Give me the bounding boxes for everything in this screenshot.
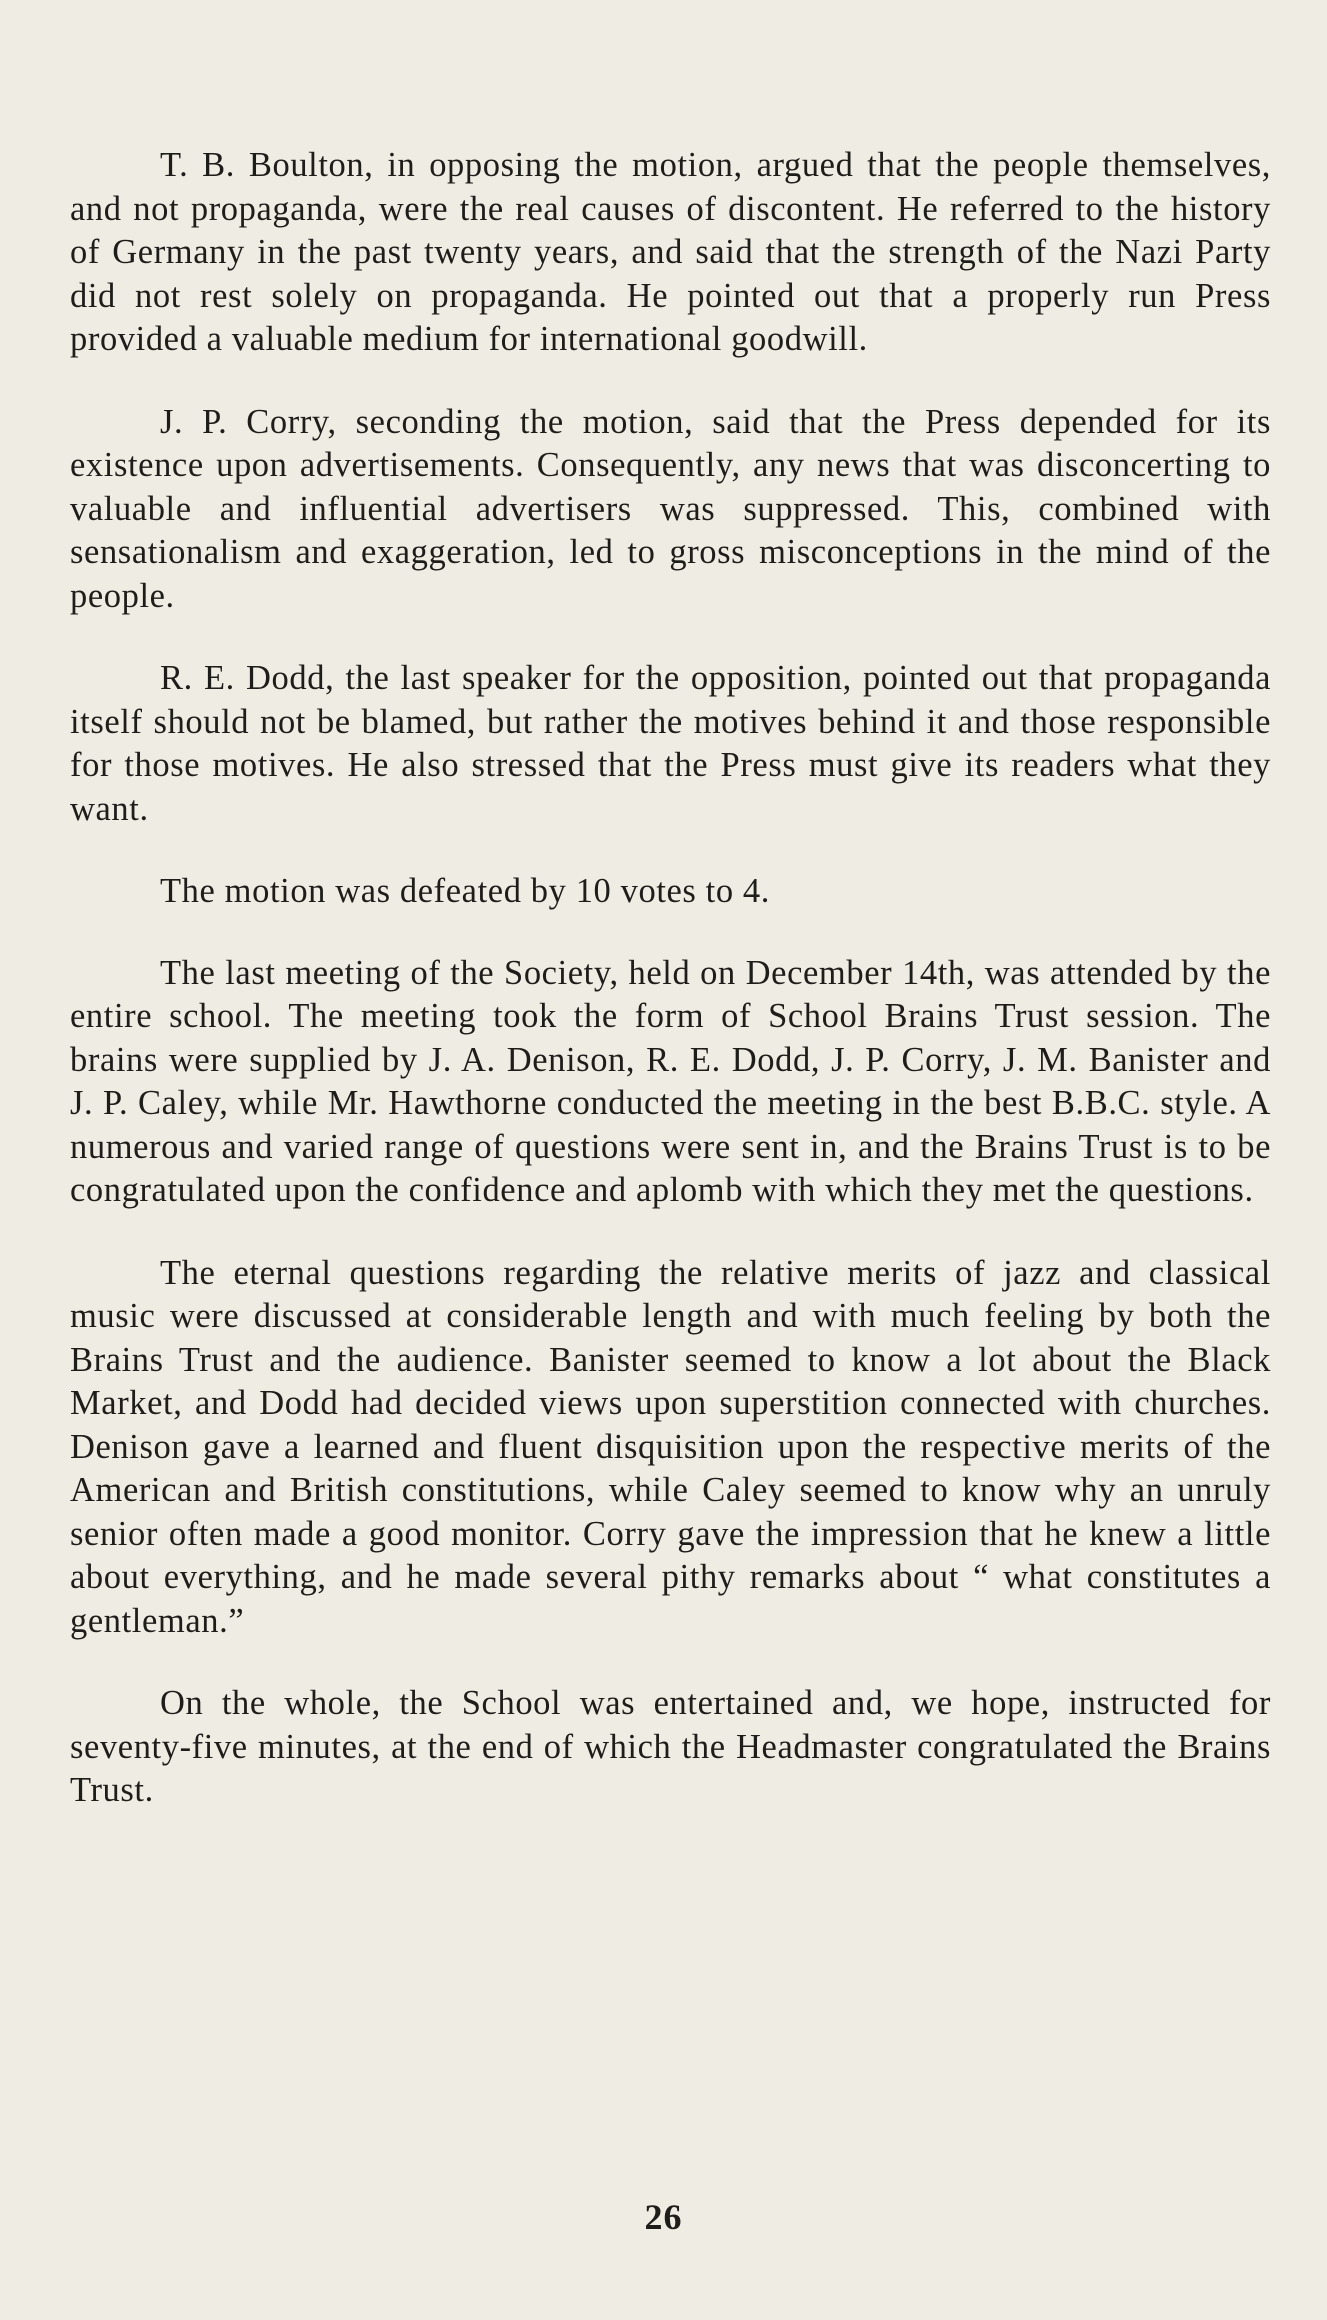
paragraph-last-meeting: The last meeting of the Society, held on December 14th, was attended by the entire school. The meeting took the form of School Brains Trust session. The brains were supplied by J. A. Denison, R. E. Dodd, J. P. Corry, J. M. Banister and J. P. Caley, while Mr. Hawthorne conducted the meeting in the best B.B.C. style. A numerous and varied range of questions were sent in, and the Brains Trust is to be congratulated upon the confidence and aplomb with which they met the questions.: [70, 953, 1271, 1209]
paragraph-corry: J. P. Corry, seconding the motion, said that the Press depended for its existence upon advertisements. Consequently, any news that was disconcerting to valuable and influential advertisers was suppressed. This, combined with sensationalism and exaggeration, led to gross misconceptions in the mind of the people.: [70, 402, 1271, 615]
paragraph-motion-result: The motion was defeated by 10 votes to 4.: [160, 872, 771, 910]
paragraph-conclusion: On the whole, the School was entertained and, we hope, instructed for seventy-five minutes, at the end of which the Headmaster congratulated the Brains Trust.: [70, 1684, 1271, 1809]
paragraph-boulton: T. B. Boulton, in opposing the motion, argued that the people themselves, and not propaganda, were the real causes of discontent. He referred to the history of Germany in the past twenty years, and said that the strength of the Nazi Party did not rest solely on propaganda. He pointed out that a properly run Press provided a valuable medium for international goodwill.: [70, 146, 1271, 358]
paragraph-dodd: R. E. Dodd, the last speaker for the opposition, pointed out that propaganda itself should not be blamed, but rather the motives behind it and those responsible for those motives. He also stressed that the Press must give its readers what they want.: [70, 659, 1271, 828]
paragraph-eternal-questions: The eternal questions regarding the relative merits of jazz and classical music were discussed at considerable length and with much feeling by both the Brains Trust and the audience. Banister seemed to know a lot about the Black Market, and Dodd had decided views upon superstition connected with churches. Denison gave a learned and fluent disquisition upon the respective merits of the American and British constitutions, while Caley seemed to know why an unruly senior often made a good monitor. Corry gave the impression that he knew a little about everything, and he made several pithy remarks about “ what constitutes a gentleman.”: [70, 1253, 1271, 1640]
page-number: 26: [644, 2197, 683, 2237]
